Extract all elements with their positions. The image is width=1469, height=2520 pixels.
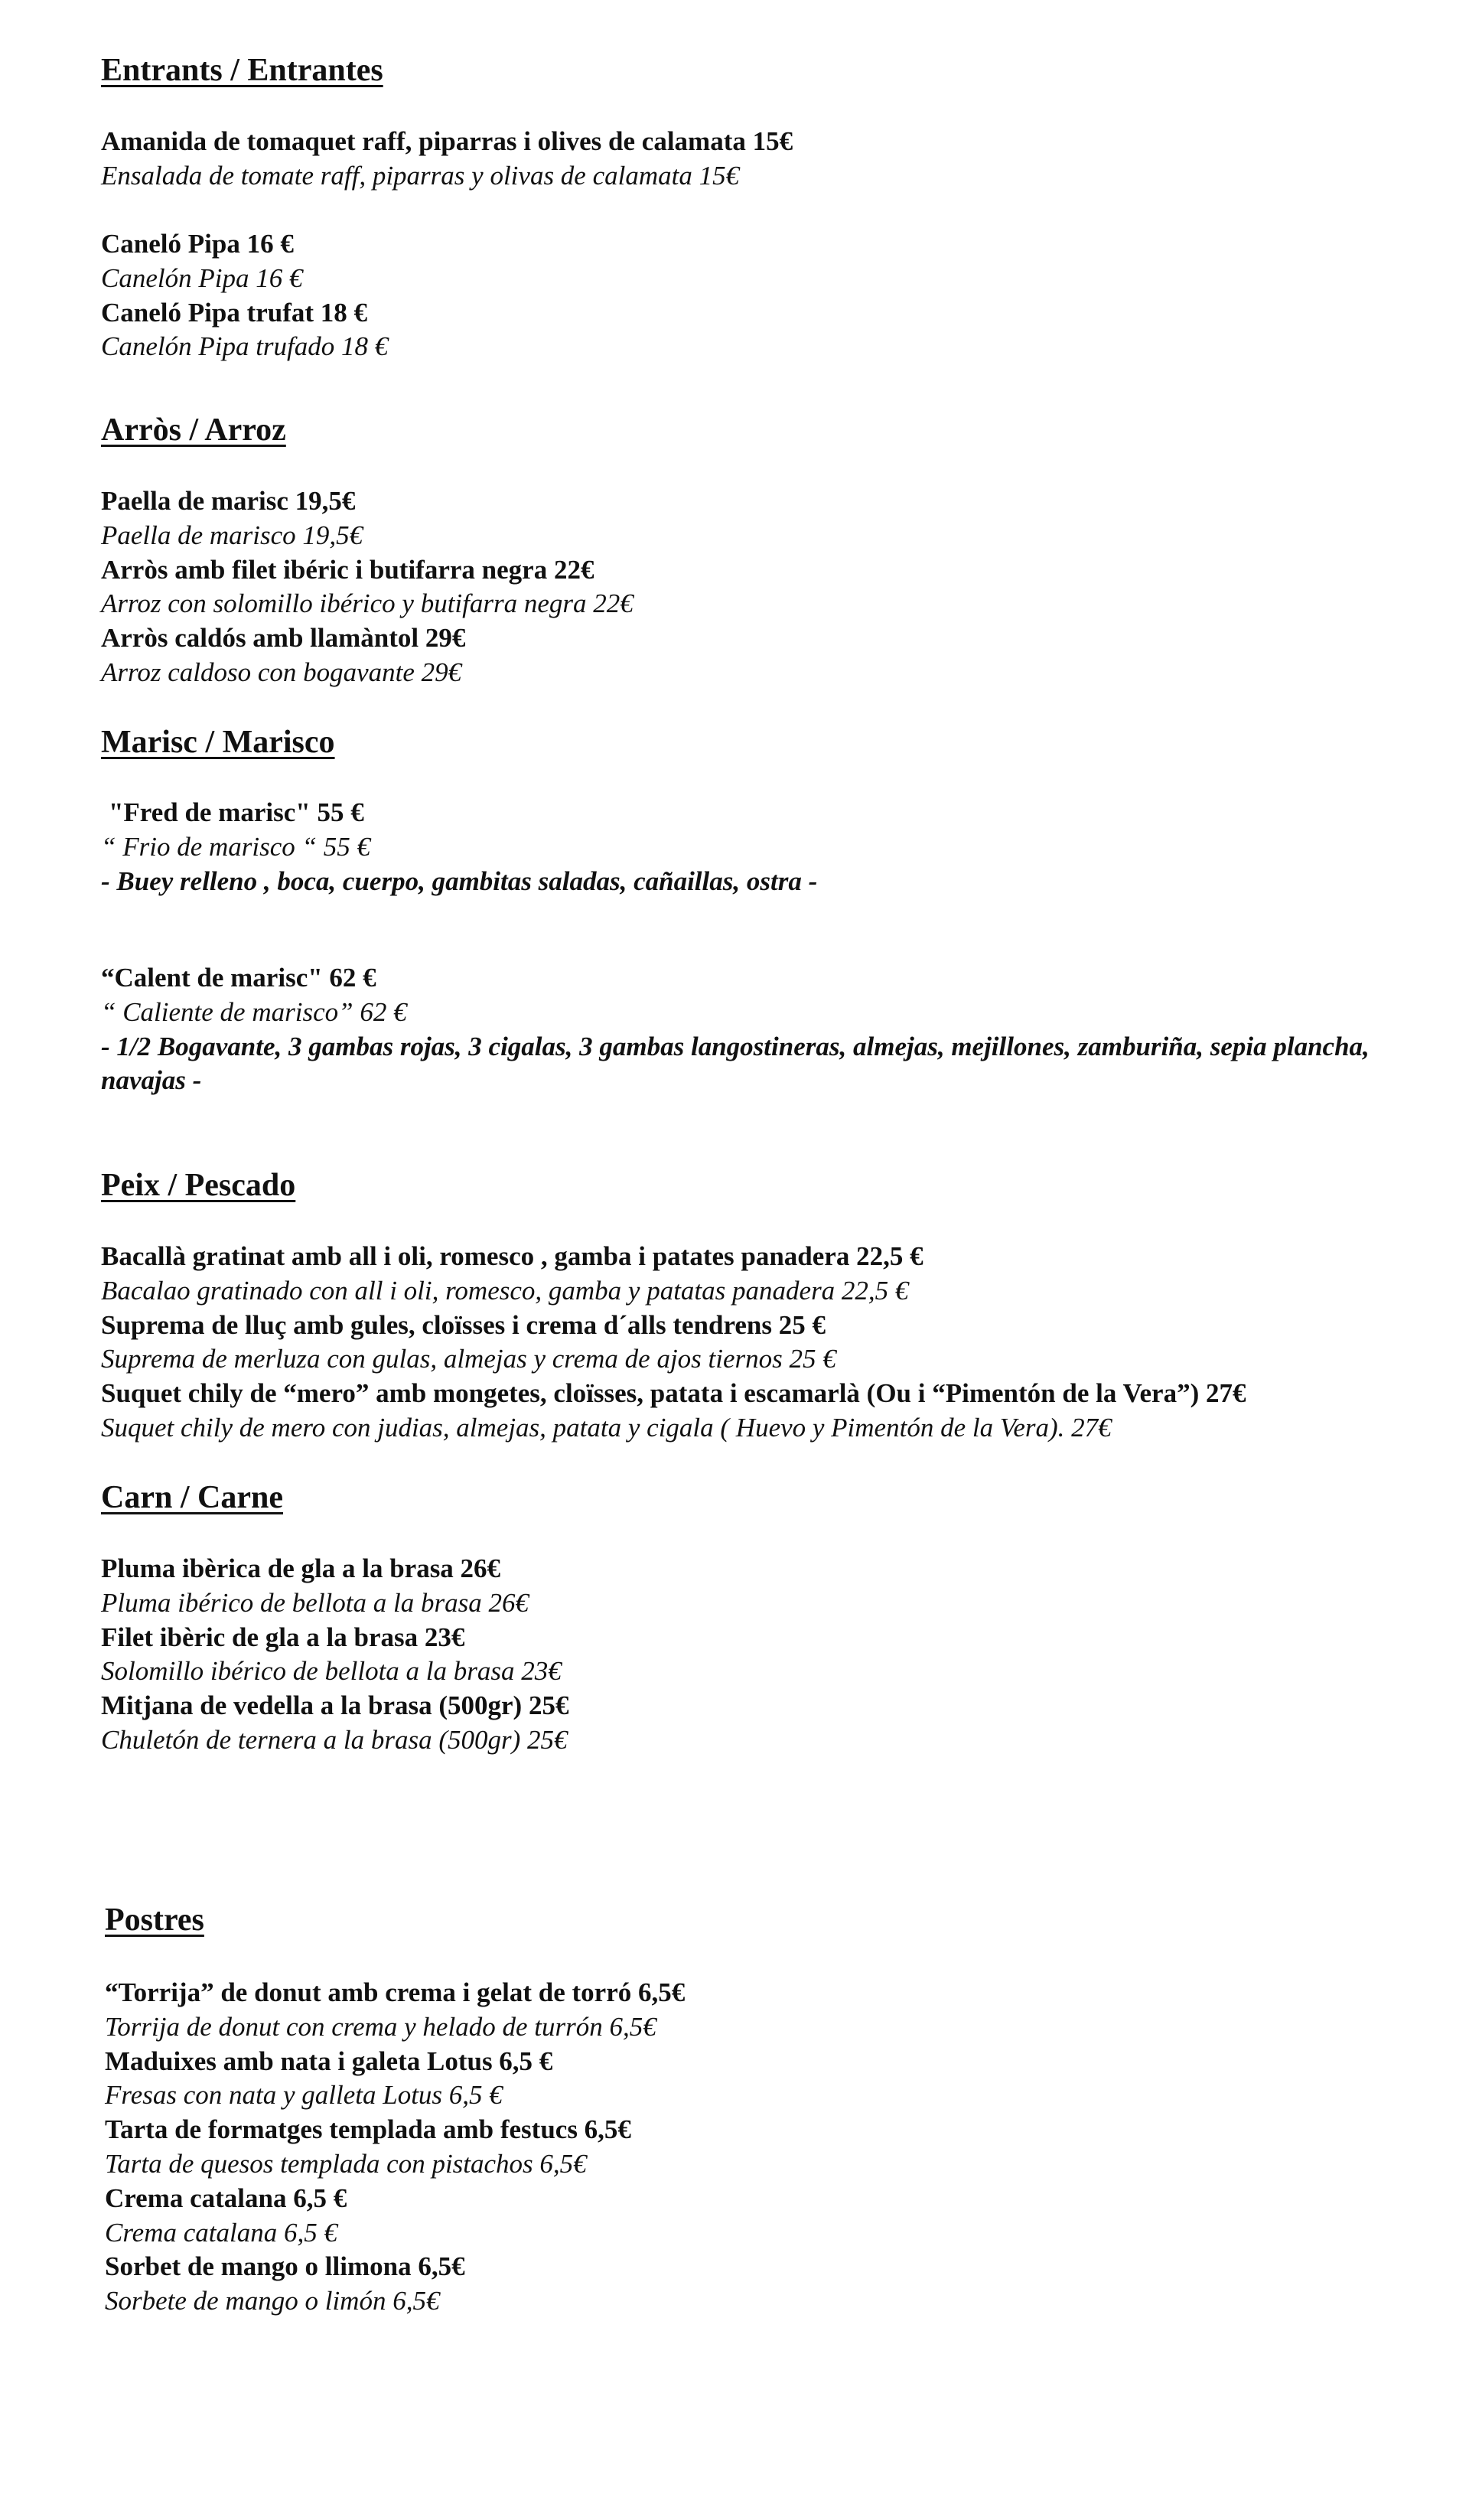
dish-name-ca: Pluma ibèrica de gla a la brasa 26€ [101,1553,501,1583]
dish-name-ca: Mitjana de vedella a la brasa (500gr) 25€ [101,1690,569,1721]
dish-name-ca: Sorbet de mango o llimona 6,5€ [105,2251,465,2282]
dish-name-ca: Suprema de lluç amb gules, cloïsses i crema d´alls tendrens 25 € [101,1309,826,1340]
section-postres [105,1902,1451,1938]
marisc-item-2 [101,961,1448,1098]
dish-name-ca: Caneló Pipa 16 € [101,229,294,259]
dish-name-ca: Maduixes amb nata i galeta Lotus 6,5 € [105,2046,553,2076]
dish-name-es: Sorbete de mango o limón 6,5€ [105,2286,440,2316]
dish-name-es: Canelón Pipa trufado 18 € [101,331,389,362]
dish-name-es: Arroz caldoso con bogavante 29€ [101,657,462,687]
dish-name-es: “ Caliente de marisco” 62 € [101,996,407,1027]
section-entrants [101,52,1448,89]
dish-name-ca: Bacallà gratinat amb all i oli, romesco , gamba i patates panadera 22,5 € [101,1241,923,1271]
dish-name-es: Bacalao gratinado con all i oli, romesco, gamba y patatas panadera 22,5 € [101,1275,909,1306]
dish-name-ca: Amanida de tomaquet raff, piparras i olives de calamata 15€ [101,126,793,156]
section-peix [101,1167,1448,1204]
dish-name-ca: Filet ibèric de gla a la brasa 23€ [101,1622,465,1652]
section-arros [101,412,1448,448]
arros-items [101,484,1448,690]
section-title: Marisc / Marisco [101,725,335,760]
dish-name-es: Arroz con solomillo ibérico y butifarra negra 22€ [101,588,634,619]
dish-name-es: Pluma ibérico de bellota a la brasa 26€ [101,1587,529,1618]
dish-name-es: Crema catalana 6,5 € [105,2217,337,2248]
dish-name-ca: Arròs amb filet ibéric i butifarra negra 22€ [101,554,594,585]
entrants-items [101,125,1448,194]
dish-name-es: Fresas con nata y galleta Lotus 6,5 € [105,2080,503,2111]
dish-name-es: Solomillo ibérico de bellota a la brasa 23€ [101,1656,562,1687]
dish-name-ca: “Torrija” de donut amb crema i gelat de torró 6,5€ [105,1977,686,2007]
dish-name-es: Suprema de merluza con gulas, almejas y crema de ajos tiernos 25 € [101,1344,836,1374]
section-title: Peix / Pescado [101,1168,296,1203]
section-title: Arròs / Arroz [101,412,286,448]
dish-name-es: Ensalada de tomate raff, piparras y olivas de calamata 15€ [101,160,740,191]
peix-items [101,1240,1448,1446]
dish-name-ca: Suquet chily de “mero” amb mongetes, cloïsses, patata i escamarlà (Ou i “Pimentón de la Vera”) 27€ [101,1378,1246,1409]
carn-items [101,1552,1448,1758]
dish-name-es: Torrija de donut con crema y helado de turrón 6,5€ [105,2011,656,2042]
section-title: Postres [105,1902,204,1938]
dish-name-ca: Tarta de formatges templada amb festucs 6,5€ [105,2114,631,2145]
postres-items [105,1976,1451,2319]
marisc-item-1 [101,796,1448,898]
section-carn [101,1479,1448,1516]
section-title: Entrants / Entrantes [101,53,383,88]
dish-name-ca: Crema catalana 6,5 € [105,2183,347,2213]
dish-name-ca: Arròs caldós amb llamàntol 29€ [101,623,466,654]
dish-name-es: Tarta de quesos templada con pistachos 6,5€ [105,2148,587,2179]
dish-name-es: “ Frio de marisco “ 55 € [101,831,370,862]
dish-name-ca: “Calent de marisc" 62 € [101,963,376,993]
section-title: Carn / Carne [101,1480,283,1515]
entrants-items-2 [101,227,1448,364]
dish-name-ca: "Fred de marisc" 55 € [109,797,364,827]
section-marisc [101,724,1448,761]
dish-name-es: Paella de marisco 19,5€ [101,520,363,550]
dish-name-ca: Paella de marisc 19,5€ [101,486,356,516]
dish-name-ca: Caneló Pipa trufat 18 € [101,297,368,328]
dish-description: - 1/2 Bogavante, 3 gambas rojas, 3 cigalas, 3 gambas langostineras, almejas, mejillones, zamburiña, sepia plancha, navajas - [101,1031,1370,1096]
dish-name-es: Suquet chily de mero con judias, almejas, patata y cigala ( Huevo y Pimentón de la Vera). 27€ [101,1412,1112,1443]
dish-name-es: Chuletón de ternera a la brasa (500gr) 25€ [101,1724,568,1755]
dish-name-es: Canelón Pipa 16 € [101,262,303,293]
dish-description: - Buey relleno , boca, cuerpo, gambitas saladas, cañaillas, ostra - [101,866,818,896]
